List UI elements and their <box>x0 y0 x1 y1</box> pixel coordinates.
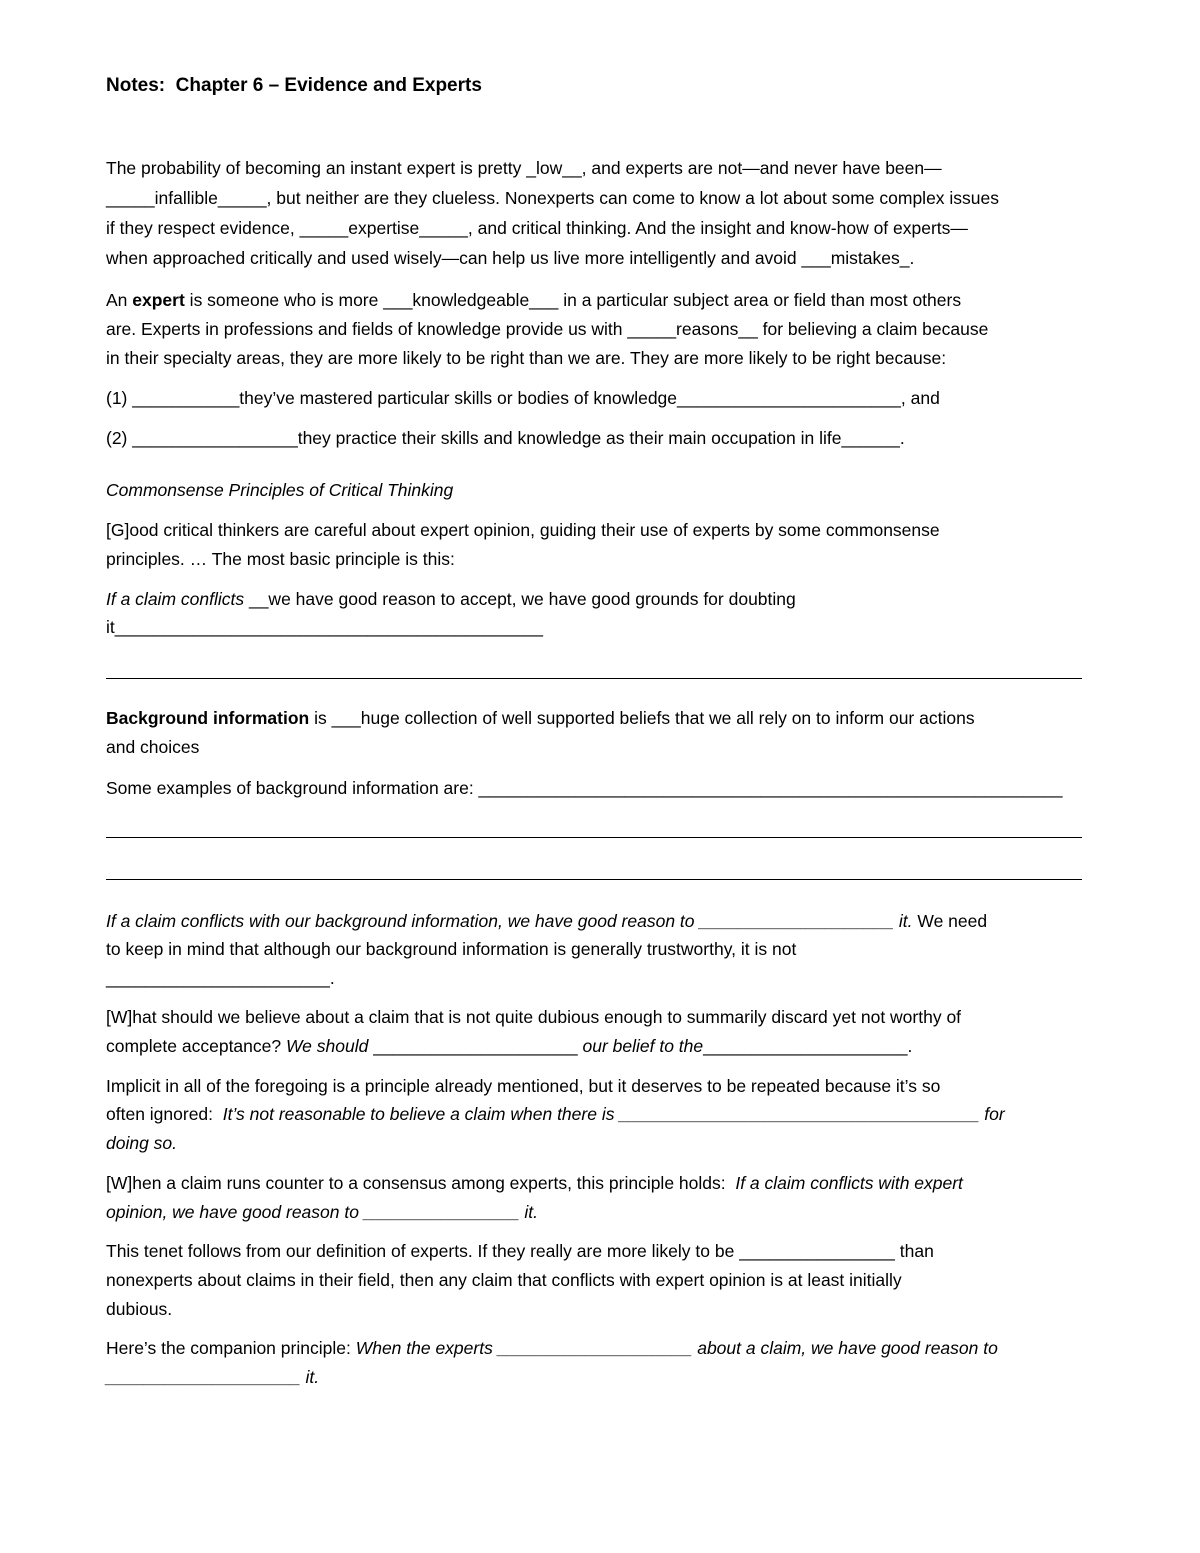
intro-line-3: if they respect evidence, _____expertise_____, and critical thinking. And the insight and know-how of experts— <box>106 218 968 238</box>
implicit-line-2: often ignored: It’s not reasonable to believe a claim when there is _____________________________________ for <box>106 1104 1005 1124</box>
companion-line-2: ____________________ it. <box>106 1367 320 1387</box>
background-examples: Some examples of background information are: ____________________________________________________________ <box>106 778 1063 798</box>
consensus-line-2: opinion, we have good reason to ________________ it. <box>106 1202 539 1222</box>
page-title: Notes: Chapter 6 – Evidence and Experts <box>106 75 482 96</box>
dubious-line-2: complete acceptance? We should _____________________ our belief to the_____________________. <box>106 1036 913 1056</box>
intro-line-2: _____infallible_____, but neither are they clueless. Nonexperts can come to know a lot about some complex issues <box>106 188 1000 208</box>
implicit-line-1: Implicit in all of the foregoing is a principle already mentioned, but it deserves to be repeated because it’s so <box>106 1076 941 1096</box>
principles-line-2: principles. … The most basic principle is this: <box>106 549 455 569</box>
intro-line-1: The probability of becoming an instant expert is pretty _low__, and experts are not—and never have been— <box>106 158 942 178</box>
background-line-1: Background information is ___huge collection of well supported beliefs that we all rely on to inform our actions <box>106 708 975 728</box>
consensus-line-1: [W]hen a claim runs counter to a consensus among experts, this principle holds: If a claim conflicts with expert <box>106 1173 963 1193</box>
expert-term: expert <box>132 290 185 310</box>
companion-line-1: Here’s the companion principle: When the experts ____________________ about a claim, we have good reason to <box>106 1338 998 1358</box>
background-line-2: and choices <box>106 737 200 757</box>
conflict-bg-line-2: to keep in mind that although our background information is generally trustworthy, it is not <box>106 939 797 959</box>
dubious-line-1: [W]hat should we believe about a claim that is not quite dubious enough to summarily discard yet not worthy of <box>106 1007 962 1027</box>
expert-def-line-2: are. Experts in professions and fields of knowledge provide us with _____reasons__ for believing a claim because <box>106 319 989 339</box>
conflict-bg-line-1: If a claim conflicts with our background information, we have good reason to ____________________ it. We need <box>106 911 988 931</box>
expert-def-line-3: in their specialty areas, they are more likely to be right than we are. They are more likely to be right because: <box>106 348 947 368</box>
expert-def-line-1: An expert is someone who is more ___knowledgeable___ in a particular subject area or field than most others <box>106 290 962 310</box>
reason-1: (1) ___________they’ve mastered particular skills or bodies of knowledge_______________________, and <box>106 388 940 408</box>
tenet-line-2: nonexperts about claims in their field, then any claim that conflicts with expert opinion is at least initially <box>106 1270 902 1290</box>
intro-line-4: when approached critically and used wisely—can help us live more intelligently and avoid ___mistakes_. <box>106 248 915 268</box>
tenet-line-1: This tenet follows from our definition of experts. If they really are more likely to be ________________ than <box>106 1241 934 1261</box>
section-heading-principles: Commonsense Principles of Critical Thinking <box>106 480 454 500</box>
principles-line-3: If a claim conflicts __we have good reason to accept, we have good grounds for doubting <box>106 589 796 609</box>
blank-line-1 <box>106 678 1082 679</box>
conflict-bg-line-3: _______________________. <box>106 968 335 988</box>
background-term: Background information <box>106 708 310 728</box>
blank-line-2 <box>106 837 1082 838</box>
tenet-line-3: dubious. <box>106 1299 173 1319</box>
implicit-line-3: doing so. <box>106 1133 178 1153</box>
blank-line-3 <box>106 879 1082 880</box>
principles-line-1: [G]ood critical thinkers are careful about expert opinion, guiding their use of experts by some commonsense <box>106 520 940 540</box>
principles-line-4: it____________________________________________ <box>106 617 543 637</box>
reason-2: (2) _________________they practice their skills and knowledge as their main occupation in life______. <box>106 428 905 448</box>
